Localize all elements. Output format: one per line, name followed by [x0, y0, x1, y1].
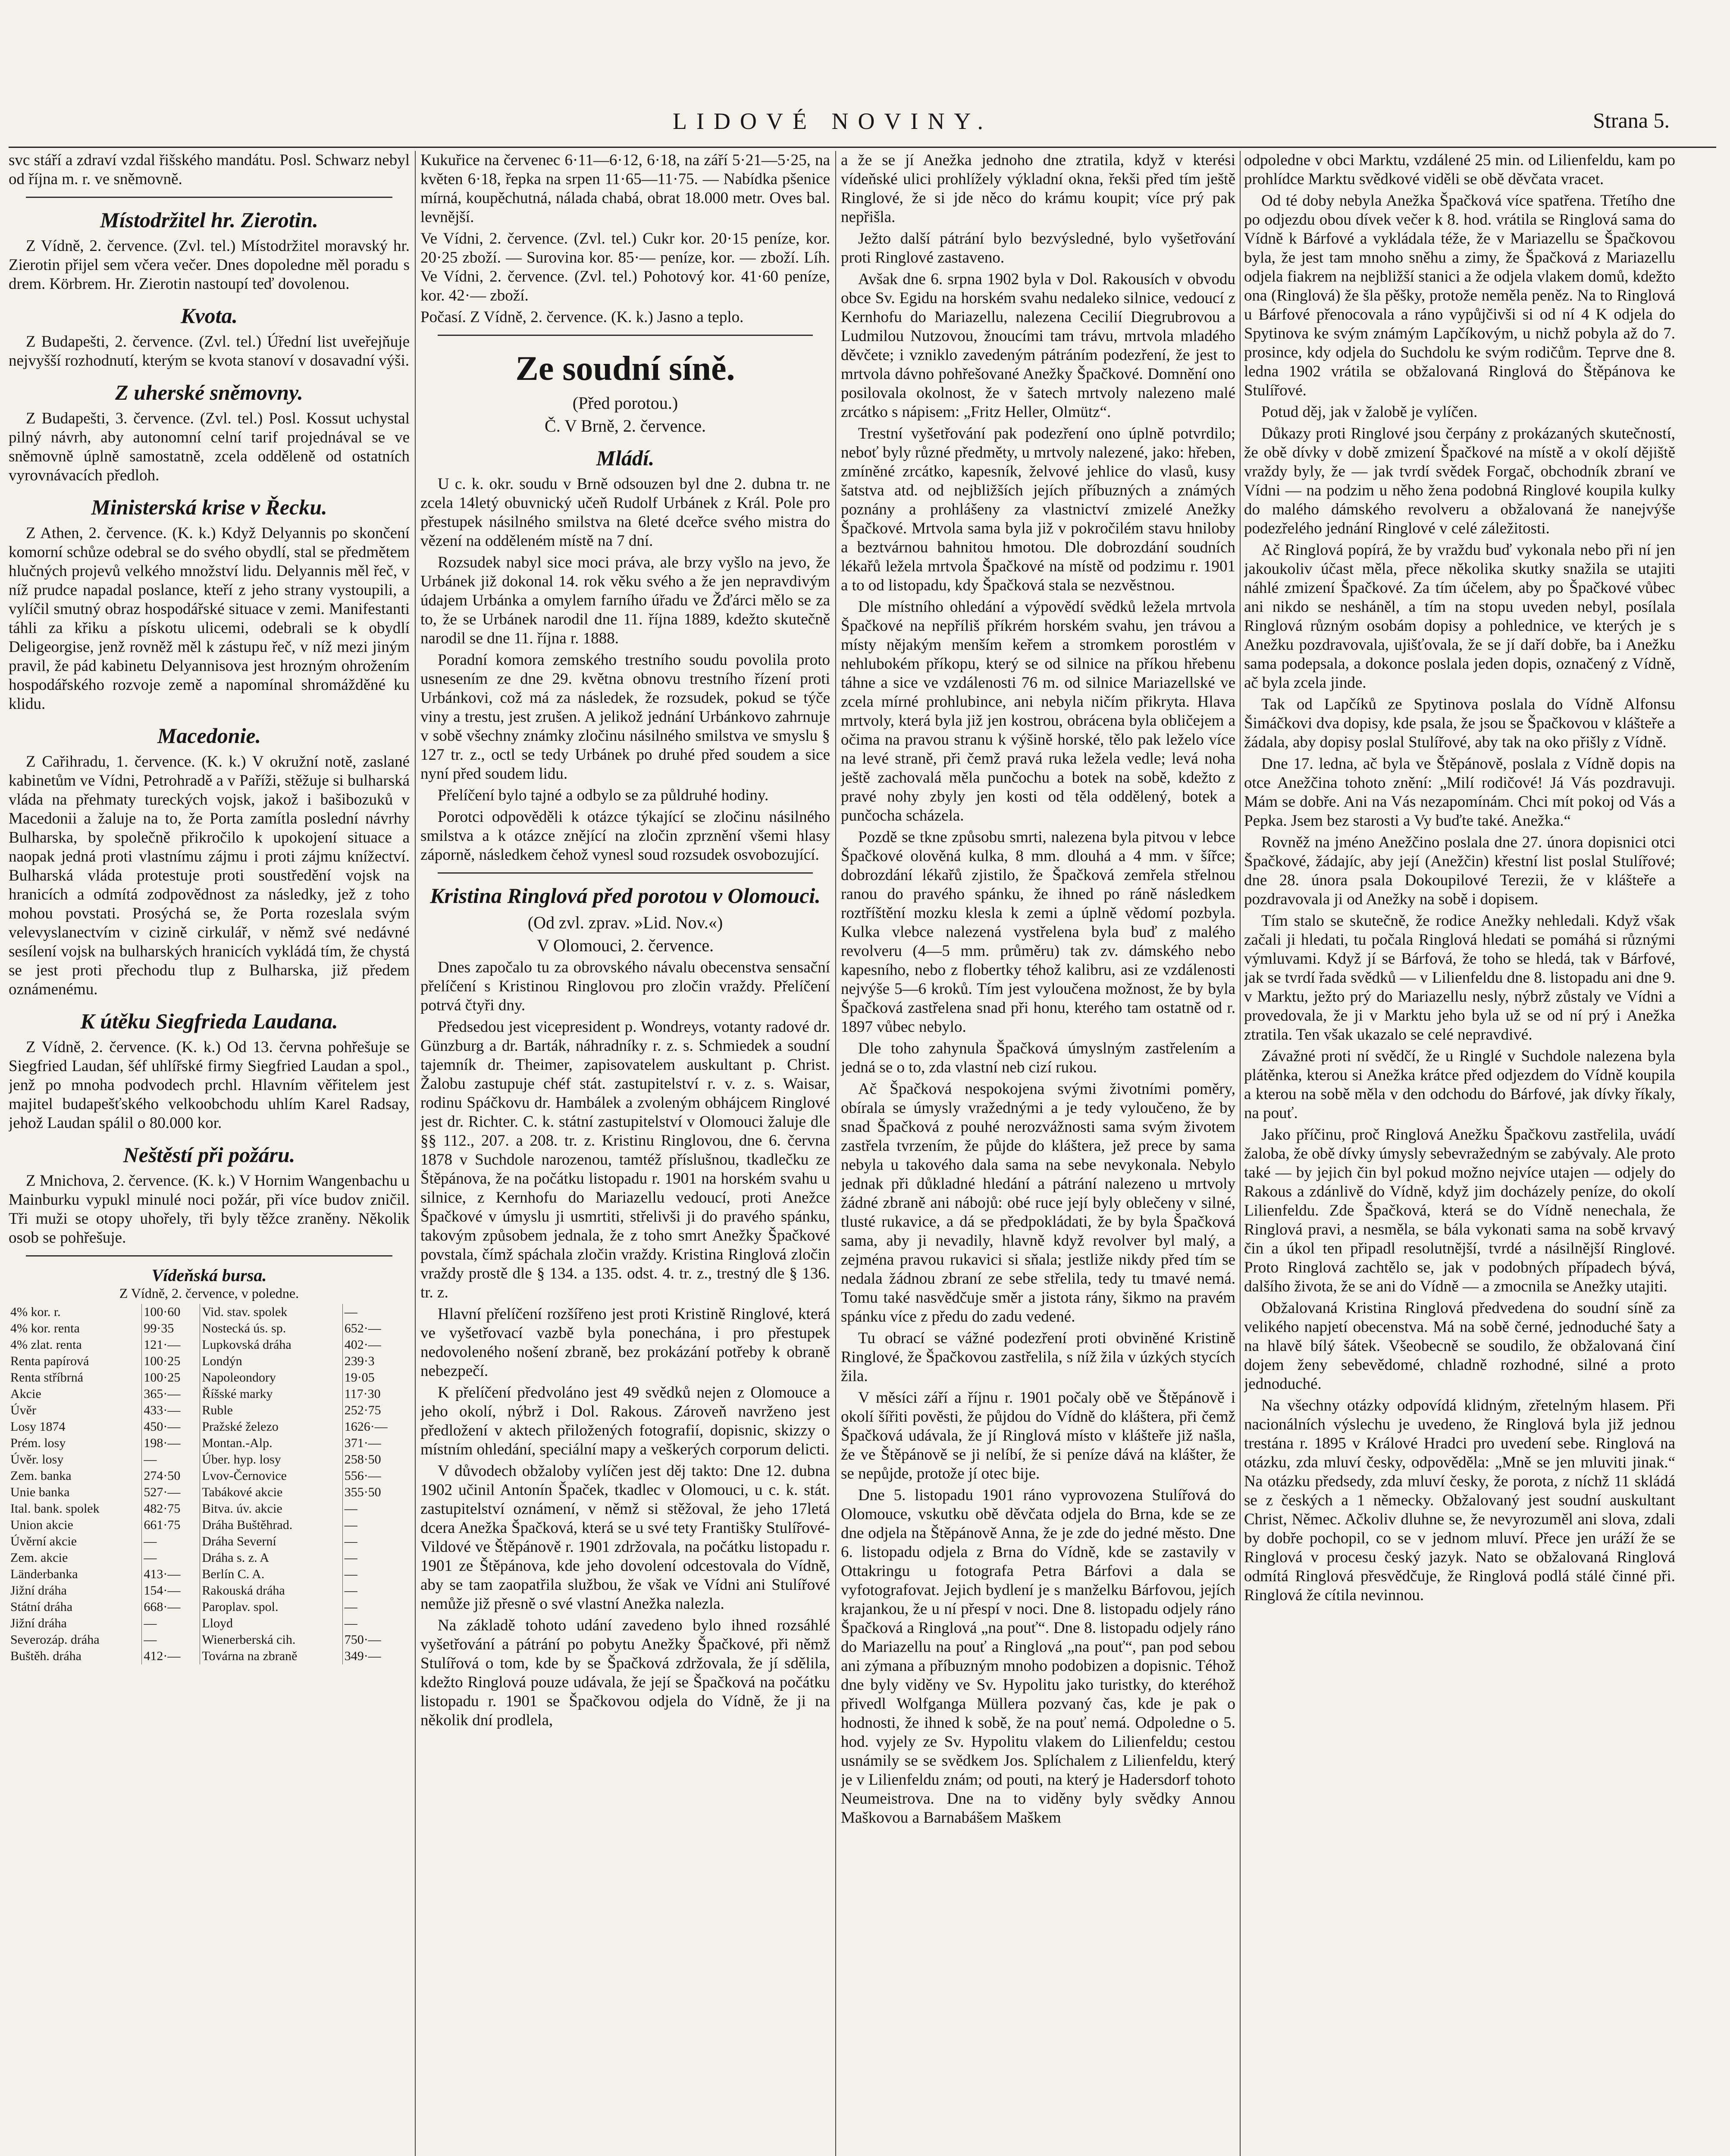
bourse-cell: Renta papírová: [9, 1353, 142, 1369]
column-divider: [835, 151, 836, 2156]
section-title: Ze soudní síně.: [515, 350, 735, 388]
article-title: Macedonie.: [157, 724, 261, 748]
article-title: Neštěstí při požáru.: [123, 1143, 295, 1167]
article-title: Kristina Ringlová před porotou v Olomouci.: [430, 884, 821, 908]
weather-report: Počasí. Z Vídně, 2. července. (K. k.) Jasno a teplo.: [420, 308, 744, 326]
article-text: Z Vídně, 2. července. (Zvl. tel.) Místodržitel moravský hr. Zierotin přijel sem včera večer. Dnes dopoledne měl poradu s drem. Körbrem. Hr. Zierotin nastoupí teď dovolenou.: [9, 237, 410, 293]
article-text: Tím stalo se skutečně, že rodice Anežky nehledali. Když však začali ji hledati, tu počala Ringlová hledati se pomáhá si různými výmluvami. Když jí se Bárfová, že toho se hledá, tak v Bárfové, jak se tvrdí řada svědků — v Lilienfeldu dne 8. listopadu ani dne 9. v Marktu, ježto prý do Mariazellu nesly, nýbrž zůstaly ve Vídni a provedovala, že ji v Marktu jeho byla už se od ní prý i Anežka ztratila. Ten však ukazalo se celé nepravdivé.: [1244, 912, 1675, 1044]
bourse-cell: Severozáp. dráha: [9, 1632, 142, 1648]
article-text: Předsedou jest vicepresident p. Wondreys, votanty radové dr. Günzburg a dr. Barták, náhradníky r. z. s. Schmiedek a soudní tajemník dr. Theimer, zapisovatelem auskultant p. Christ. Žalobu zastupuje chéf stát. zastupitelství r. v. z. s. Waisar, rodinu Spáčkovu dr. Hambálek a zvoleným obhájcem Ringlové jest dr. Richter. C. k. státní zastupitelství v Olomouci žaluje dle §§ 112., 207. a 208. tr. z. Kristinu Ringlovou, dne 6. června 1878 v Suchdole narozenou, tamtéž příslušnou, tkadlečku ze Štěpánova, že na počátku listopadu r. 1901 na horském svahu u silnice, z Kernhofu do Mariazellu vedoucí, proti Anežce Špačkové v úmyslu ji usmrtiti, střelivši ji do pravého spánku, takovým způsobem jednala, že z toho smrt Anežky Špačkové povstala, čímž spáchala zločin vraždy. Kristina Ringlová zločin vraždy prostě dle § 134. a 135. odst. 4. tr. z., trestný dle § 136. tr. z.: [420, 1018, 830, 1301]
bourse-row: [9, 1451, 410, 1468]
bourse-cell: —: [344, 1551, 357, 1565]
article-text: U c. k. okr. soudu v Brně odsouzen byl dne 2. dubna tr. ne zcela 14letý obuvnický učeň Rudolf Urbánek z Král. Pole pro přestupek násilného smilstva na 6leté dceřce svého mistra do vězení na odděleném místě na 7 dní.: [420, 475, 830, 550]
bourse-cell: 402·—: [344, 1338, 381, 1352]
article-text: Avšak dne 6. srpna 1902 byla v Dol. Rakousích v obvodu obce Sv. Egidu na horském svahu nedaleko silnice, vedoucí z Kernhofu do Mariazellu, nalezena Cecilií Diegrubrovou a Ludmilou Nutzovou, žnoucími tam trávu, mrtvola mladého děvčete; i vzniklo zavedeným pátráním podezření, že jest to mrtvola dávno pohřešované Anežky Špačkové. Domnění ono posilovala okolnost, že v šatech mrtvoly nalezeno malé zrcátko s nápisem: „Fritz Heller, Olmütz“.: [841, 270, 1235, 421]
dateline: Č. V Brně, 2. července.: [545, 416, 706, 436]
bourse-cell: 154·—: [142, 1583, 200, 1599]
bourse-cell: 1626·—: [344, 1420, 388, 1434]
article-text: a že se jí Anežka jednoho dne ztratila, když v kterési vídeňské ulici prohlížely výkladní okna, řekši před tím ještě Ringlové, že si jde něco do krámu koupit; více prý pak nepřišla.: [841, 151, 1235, 226]
article-text: Přelíčení bylo tajné a odbylo se za půldruhé hodiny.: [438, 787, 769, 804]
dateline: V Olomouci, 2. července.: [536, 936, 714, 955]
header-rule: [9, 147, 1716, 148]
bourse-row: [9, 1304, 410, 1320]
bourse-cell: Berlín C. A.: [200, 1566, 342, 1583]
bourse-table: [9, 1304, 410, 1664]
bourse-cell: Státní dráha: [9, 1599, 142, 1615]
bourse-cell: 482·75: [142, 1501, 200, 1517]
bourse-cell: Renta stříbrná: [9, 1369, 142, 1386]
article-text: Důkazy proti Ringlové jsou čerpány z prokázaných skutečností, že obě dívky v době zmizení Špačkové na místě a v okolí dějiště vraždy byly, že — jak tvrdí svědek Forgač, obchodník zbraní ve Vídni — na podzim u něho žena podobná Ringlové koupila kulky do malého dámského revolveru a obžalovaná že nanejvýše podezřelého jednání Ringlové v celé záležitosti.: [1244, 425, 1675, 537]
bourse-cell: —: [142, 1550, 200, 1566]
newspaper-title: LIDOVÉ NOVINY.: [673, 108, 993, 134]
bourse-row: [9, 1533, 410, 1550]
bourse-cell: 4% kor. renta: [9, 1320, 142, 1337]
separator: [438, 335, 813, 336]
article-text: odpoledne v obci Marktu, vzdálené 25 min. od Lilienfeldu, kam po prohlídce Marktu svědkové viděli se obě děvčata vracet.: [1244, 151, 1675, 188]
bourse-row: [9, 1484, 410, 1501]
bourse-row: [9, 1468, 410, 1484]
bourse-cell: Unie banka: [9, 1484, 142, 1501]
article-text: Obžalovaná Kristina Ringlová předvedena do soudní síně za velikého napjetí obecenstva. Má na sobě černé, jednoduché šaty a na hlavě bílý šátek. Všeobecně se soudilo, že obžalovaná činí dojem ženy sebevědomé, chladně rozhodné, silné a proto jednoduché.: [1244, 1299, 1675, 1393]
bourse-cell: 258·50: [344, 1452, 381, 1467]
article-text: Rovněž na jméno Anežčino poslala dne 27. února dopisnici otci Špačkové, žádajíc, aby její (Anežčin) křestní list poslal Stulířové; dne 28. února psala Dokoupilové Terezii, že v klášteře a pozdravovala ji od Anežky na sobě i dopisem.: [1244, 834, 1675, 908]
article-text: Jako příčinu, proč Ringlová Anežku Špačkovu zastřelila, uvádí žaloba, že obě dívky úmysly sebevražedným se zabývaly. Ale proto také — by jejich čin byl pokud možno nejvíce utajen — odjely do Rakous a zdánlivě do Vídně, když jim docházely peníze, do okolí Lilienfeldu. Zde Špačková, která se do Vídně nenechala, že Ringlová pravi, a nesměla, se bála vykonati sama na sobě krvavý čin a úkol ten připadl resolutnější, tvrdé a násilnější Ringlové. Proto Ringlová zachtělo se, jak v podobných případech bývá, dalšího života, že se ani do Vídně — a zmocnila se Anežky utajiti.: [1244, 1126, 1675, 1295]
bourse-row: [9, 1369, 410, 1386]
bourse-cell: Montan.-Alp.: [200, 1435, 342, 1451]
article-text: Ač Špačková nespokojena svými životními poměry, obírala se úmysly vražednými a je tedy vyloučeno, že by snad Špačková z pouhé nerozvážnosti sama svým životem zastřela tvrzením, že půjde do kláštera, jež prece by sama nebyla u takového dala sama na sebe nevykonala. Nebylo jednak při důkladné hledání a pátrání nalezeno u mrtvoly žádné zbraně ani nábojů: obé ruce její byly oblečeny v silné, tlusté rukavice, a dá se předpokládati, že by byla Špačková sama, aby ji nevadily, hlavně když revolver byl malý, a zejména pravou rukavici si sňala; jestliže nikdy před tím se nedala žádnou zbraní ze sebe střelila, tedy tu tmavé nemá. Tomu také nasvědčuje směr a jistota rány, šikmo na pravém spánku více z předu do zadu vedené.: [841, 1080, 1235, 1326]
bourse-cell: Paroplav. spol.: [200, 1599, 342, 1615]
bourse-cell: Úber. hyp. losy: [200, 1451, 342, 1468]
article-text: Rozsudek nabyl sice moci práva, ale brzy vyšlo na jevo, že Urbánek již dokonal 14. rok věku svého a že jen nepravdivým údajem Urbánka a omylem farního úřadu ve Žďárci mělo se za to, že se Urbánek narodil dne 11. října 1889, kdežto skutečně narodil se dne 11. října r. 1888.: [420, 554, 830, 647]
bourse-cell: 252·75: [344, 1403, 381, 1417]
article-text: Trestní vyšetřování pak podezření ono úplně potvrdilo; neboť byly různé předměty, u mrtvoly nalezené, jako: hřeben, zmíněné zrcátko, kapesník, želvové jehlice do vlasů, kusy šatstva atd. od nejbližších jejích příbuzných a známých poznány a prohlášeny za vlastnictví zmizelé Anežky Špačkové. Mrtvola sama byla již v pokročilém stavu hniloby a beztvárnou bahnitou hmotou. Dle dobrozdání soudních lékařů ležela mrtvola Špačkové na místě od podzimu r. 1901 a to od listopadu, kdy Špačková stala se nezvěstnou.: [841, 425, 1235, 594]
bourse-cell: 750·—: [344, 1633, 381, 1647]
article-text: Dle místního ohledání a výpovědí svědků ležela mrtvola Špačkové na nepříliš příkrém horském svahu, jen trávou a místy nějakým menším keřem a stromkem porostlém v nehlubokém příkopu, který se od silnice na příkou hřebenu táhne a sice ve vzdálenosti 76 m. od silnice Mariazellské ve zcela mírné prohlubince, ani nebyla ničím přikryta. Hlava mrtvoly, která byla již jen kostrou, obrácena byla obličejem a očima na pravou stranu k výšině horské, tělo pak leželo více na levé straně, při čemž pravá ruka ležela vedle; levá noha ještě zachovalá měla punčochu a botek na sobě, kdežto z pravé nohy zbyly jen kosti od těla oddělený, botek a punčocha scházela.: [841, 598, 1235, 824]
market-text: Kukuřice na červenec 6·11—6·12, 6·18, na září 5·21—5·25, na květen 6·18, řepka na srpen 11·65—11·75. — Nabídka pšenice mírná, koupěchutná, nálada chabá, obrat 18.000 metr. Oves bal. levnější.: [420, 151, 830, 226]
bourse-cell: —: [344, 1567, 357, 1581]
bourse-row: [9, 1320, 410, 1337]
bourse-cell: 355·50: [344, 1485, 381, 1499]
article-text: Z Athen, 2. července. (K. k.) Když Delyannis po skončení komorní schůze odebral se do svého obydlí, stal se předmětem hlučných projevů velkého množství lidu. Delyannis měl řeč, v níž prudce napadal poslance, kteří z jeho strany vystoupili, a vylíčil smutný obraz hospodářské situace v zemi. Manifestanti táhli za křiku a pískotu ulicemi, odebrali se k obydlí Deligeorgise, jenž rovněž měl k zástupu řeč, v níž mezi jiným pravil, že pád kabinetu Delyannisova jest hrozným ohrožením hospodářského rozvoje země a napomínal shromážděné ku klidu.: [9, 524, 410, 713]
article-text: Tak od Lapčíků ze Spytinova poslala do Vídně Alfonsu Šimáčkovi dva dopisy, kde psala, že jsou se Špačkovou v klášteře a žádala, aby dopisy poslal Stulířové, aby tak na oko přišly z Vídně.: [1244, 696, 1675, 751]
article-text: V měsíci září a říjnu r. 1901 počaly obě ve Štěpánově i okolí šířiti pověsti, že půjdou do Vídně do kláštera, při čemž Špačková udávala, že jí Ringlová místo v klášteře již našla, že ve Štěpánově se ji nelíbí, že si peníze dává na klášter, že se nepůjde, protože jí otec bije.: [841, 1389, 1235, 1482]
bourse-cell: 100·25: [142, 1353, 200, 1369]
article-title: Z uherské sněmovny.: [115, 380, 303, 404]
bourse-cell: —: [344, 1600, 357, 1614]
bourse-row: [9, 1517, 410, 1533]
bourse-cell: —: [344, 1534, 357, 1548]
bourse-cell: 198·—: [142, 1435, 200, 1451]
bourse-cell: Úvěr: [9, 1402, 142, 1419]
bourse-title: Vídeňská bursa.: [151, 1266, 267, 1285]
bourse-cell: 19·05: [344, 1370, 375, 1385]
bourse-cell: Londýn: [200, 1353, 342, 1369]
bourse-row: [9, 1402, 410, 1419]
bourse-cell: Dráha s. z. A: [200, 1550, 342, 1566]
bourse-cell: 99·35: [142, 1320, 200, 1337]
bourse-cell: Losy 1874: [9, 1419, 142, 1435]
bourse-row: [9, 1632, 410, 1648]
article-title: K útěku Siegfrieda Laudana.: [80, 1009, 338, 1033]
article-text: Ač Ringlová popírá, že by vraždu buď vykonala nebo při ní jen jakoukoliv účast měla, přece několika skutky snažila se utajiti náhlé zmizení Špačkové. Za tím účelem, aby po Špačkové vůbec ani nikdo se nesháněl, a tím na stopu uveden nebyl, posílala Ringlová různým osobám dopisy a pohlednice, ve kterých je s Anežku pozdravovala, ujišťovala, že se jí daří dobře, ba i Anežku sama podepsala, a dokonce poslala jeden dopis, označený z Vídně, ač byla zcela jinde.: [1244, 541, 1675, 692]
article-text: Z Mnichova, 2. července. (K. k.) V Hornim Wangenbachu u Mainburku vypukl minulé noci požár, při více budov zničil. Tři muži se otopy uhořely, tři byly těžce zraněny. Několik osob se pohřešuje.: [9, 1172, 410, 1247]
bourse-row: [9, 1550, 410, 1566]
bourse-cell: 117·30: [344, 1387, 381, 1401]
bourse-cell: Bitva. úv. akcie: [200, 1501, 342, 1517]
bourse-cell: Úvěrní akcie: [9, 1533, 142, 1550]
bourse-row: [9, 1435, 410, 1451]
article-text: Pozdě se tkne způsobu smrti, nalezena byla pitvou v lebce Špačkové olověná kulka, 8 mm. dlouhá a 4 mm. v šířce; dobrozdání lékařů zjistilo, že Špačková zemřela střelnou ranou do pravého spánku, že ihned po ráně následkem roztříštění mozku klesla k zemi a úplně vědomí pozbyla. Kulka vlebce nalezená vystřelena byla buď z malého revolveru (4—5 mm. průměru) tak zv. dámského nebo kapesního, nebo z flobertky téhož kalibru, asi ze vzdálenosti nejvýše 5—6 kroků. Tím jest vyloučena možnost, že by byla Špačková zastřelena snad při honu, kterého tam ostatně od r. 1897 vůbec nebylo.: [841, 828, 1235, 1036]
column-divider: [415, 151, 416, 2156]
bourse-cell: 412·—: [142, 1648, 200, 1664]
page-header: [0, 108, 1730, 147]
bourse-cell: Akcie: [9, 1386, 142, 1402]
bourse-cell: —: [344, 1518, 357, 1532]
bourse-row: [9, 1648, 410, 1664]
bourse-cell: Ital. bank. spolek: [9, 1501, 142, 1517]
bourse-cell: 121·—: [142, 1337, 200, 1353]
bourse-cell: 450·—: [142, 1419, 200, 1435]
article-text: Dle toho zahynula Špačková úmyslným zastřelením a jedná se o to, zda vlastní neb cizí rukou.: [841, 1040, 1235, 1076]
bourse-row: [9, 1386, 410, 1402]
bourse-cell: Zem. banka: [9, 1468, 142, 1484]
article-text: Porotci odpověděli k otázce týkající se zločinu násilného smilstva a k otázce znějící na zločin zprznění všemi hlasy záporně, následkem čehož vynesl soud rozsudek osvobozující.: [420, 808, 830, 864]
bourse-cell: 661·75: [142, 1517, 200, 1533]
bourse-cell: —: [142, 1632, 200, 1648]
bourse-row: [9, 1583, 410, 1599]
bourse-cell: Nostecká ús. sp.: [200, 1320, 342, 1337]
column-divider: [1240, 151, 1241, 2156]
bourse-cell: 371·—: [344, 1436, 381, 1450]
bourse-cell: Dráha Severní: [200, 1533, 342, 1550]
separator: [26, 197, 392, 198]
article-text: Z Budapešti, 2. července. (Zvl. tel.) Úřední list uveřejňuje nejvyšší rozhodnutí, kterým se kvota stanoví v dosavadní výši.: [9, 333, 410, 370]
bourse-cell: 100·25: [142, 1369, 200, 1386]
article-text: V důvodech obžaloby vylíčen jest děj takto: Dne 12. dubna 1902 učinil Antonín Špaček, tkadlec v Olomouci, u c. k. stát. zastupitelství oznámení, v němž si stěžoval, že jeho 17letá dcera Anežka Špačková, která se u své tety Františky Stulířové-Vildové ve Štěpánově r. 1901 zdržovala, na počátku listopadu r. 1901 ze Štěpánova, kde jeho dovolení odcestovala do Vídně, aby se tam zaopatřila službou, že však ve Vídni ani Stulířové nemůže již přesně o své vlastní Anežka nalezla.: [420, 1462, 830, 1613]
bourse-cell: Ruble: [200, 1402, 342, 1419]
bourse-row: [9, 1615, 410, 1632]
article-text: Hlavní přelíčení rozšířeno jest proti Kristině Ringlové, která ve vyšetřovací vazbě byla ponechána, i pro přestupek nedovoleného nošení zbraně, bez prokázání potřeby k obraně nebezpečí.: [420, 1305, 830, 1380]
article-text: Potud děj, jak v žalobě je vylíčen.: [1261, 403, 1478, 421]
article-text: Tu obrací se vážné podezření proti obviněné Kristině Ringlové, že Špačkovou zastřelila, s níž žila v úzkých stycích žila.: [841, 1329, 1235, 1385]
bourse-cell: 274·50: [142, 1468, 200, 1484]
bourse-cell: Jižní dráha: [9, 1615, 142, 1632]
article-text: svc stáří a zdraví vzdal řišského mandátu. Posl. Schwarz nebyl od října m. r. ve sněmovně.: [9, 151, 410, 188]
article-text: Poradní komora zemského trestního soudu povolila proto usnesením ze dne 29. května obnovu trestního řízení proti Urbánkovi, což má za následek, že rozsudek, pokud se týče viny a trestu, jest zrušen. A jelikož jednání Urbánkovo zahrnuje v sobě všechny známky zločinu násilného smilstva ve smyslu § 127 tr. z., octl se tedy Urbánek po druhé před soudem a sice nyní před soudem lidu.: [420, 651, 830, 783]
bourse-cell: 413·—: [142, 1566, 200, 1583]
article-text: Závažné proti ní svědčí, že u Ringlé v Suchdole nalezena byla plátěnka, kterou si Anežka krátce před odjezdem do Vídně koupila a kterou na sobě měla v den odchodu do Bárfové, jak dívky říkaly, na pouť.: [1244, 1047, 1675, 1122]
bourse-cell: Länderbanka: [9, 1566, 142, 1583]
bourse-date: Z Vídně, 2. července, v poledne.: [119, 1285, 299, 1301]
bourse-cell: Dráha Buštěhrad.: [200, 1517, 342, 1533]
bourse-cell: 4% zlat. renta: [9, 1337, 142, 1353]
bourse-cell: Tabákové akcie: [200, 1484, 342, 1501]
column-3: [841, 151, 1235, 2156]
page-number: Strana 5.: [1593, 108, 1670, 132]
article-subtitle: (Od zvl. zprav. »Lid. Nov.«): [527, 913, 723, 932]
bourse-cell: Továrna na zbraně: [200, 1648, 342, 1664]
column-4: [1244, 151, 1675, 2156]
article-title: Místodržitel hr. Zierotin.: [100, 208, 318, 232]
article-text: Na základě tohoto udání zavedeno bylo ihned rozsáhlé vyšetřování a pátrání po pobytu Anežky Špačkové, při němž Stulířová o tom, kde by se Špačková zdržovala, že jí sdělila, kdežto Ringlová pouze udávala, že její se Špačková na počátku listopadu r. 1901 se Špačkovou odjela do Vídně, že ji na několik dní prodlela,: [420, 1617, 830, 1729]
bourse-cell: Lvov-Černovice: [200, 1468, 342, 1484]
bourse-cell: Jižní dráha: [9, 1583, 142, 1599]
bourse-cell: 668·—: [142, 1599, 200, 1615]
bourse-cell: —: [344, 1616, 357, 1630]
bourse-cell: Lupkovská dráha: [200, 1337, 342, 1353]
bourse-cell: Pražské železo: [200, 1419, 342, 1435]
article-text: Z Cařihradu, 1. července. (K. k.) V okružní notě, zaslané kabinetům ve Vídni, Petrohradě a v Paříži, stěžuje si bulharská vláda na přehmaty tureckých vojsk, jakož i bašibozuků v Macedonii a žaluje na to, že Porta zamítla poslední návrhy Bulharska, by společně přikročilo k upokojení situace a naopak jedná proti vlastnímu zájmu i proti zájmu knížectví. Bulharská vláda protestuje proti soustředění vojsk na hranicích a odmítá zodpovědnost za následky, jež z toho mohou povstati. Prosýchá se, že Porta rozeslala svým velevyslanectvím v cizině cirkulář, v němž své nedávné sesílení vojsk na bulharských hranicích vykládá tím, že chystá se jest proti přechodu tlup z Bulharska, již předem oznámenému.: [9, 753, 410, 998]
bourse-cell: 527·—: [142, 1484, 200, 1501]
article-text: Z Vídně, 2. července. (K. k.) Od 13. června pohřešuje se Siegfried Laudan, šéf uhlířské firmy Siegfried Laudan a spol., jenž po mnoha podvodech prchl. Hlavním věřitelem jest majitel budapešťského velkoobchodu uhlím Karel Radsay, jehož Laudan spálil o 80.000 kor.: [9, 1038, 410, 1132]
bourse-cell: —: [142, 1451, 200, 1468]
bourse-cell: 556·—: [344, 1469, 381, 1483]
bourse-row: [9, 1337, 410, 1353]
bourse-cell: Wienerberská cih.: [200, 1632, 342, 1648]
article-text: Ježto další pátrání bylo bezvýsledné, bylo vyšetřování proti Ringlové zastaveno.: [841, 230, 1235, 266]
article-title: Ministerská krise v Řecku.: [91, 495, 327, 519]
bourse-cell: Lloyd: [200, 1615, 342, 1632]
bourse-cell: 349·—: [344, 1649, 381, 1663]
bourse-cell: Prém. losy: [9, 1435, 142, 1451]
article-text: Dnes započalo tu za obrovského návalu obecenstva sensační přelíčení s Kristinou Ringlovou pro zločin vraždy. Přelíčení potrvá čtyři dny.: [420, 959, 830, 1014]
column-2: [420, 151, 830, 2156]
column-1: [9, 151, 410, 2156]
bourse-cell: 100·60: [142, 1304, 200, 1320]
bourse-cell: 4% kor. r.: [9, 1304, 142, 1320]
article-text: Z Budapešti, 3. července. (Zvl. tel.) Posl. Kossut uchystal pilný návrh, aby autonomní celní tarif projednával se ve sněmovně úplně samostatně, zcela odděleně od ostatních vyrovnávacích předloh.: [9, 410, 410, 484]
bourse-cell: Union akcie: [9, 1517, 142, 1533]
article-text: Na všechny otázky odpovídá klidným, zřetelným hlasem. Při nacionálních výslechu je uvedeno, že Ringlová byla již jednou trestána r. 1895 v Králové Hradci pro uvedení sebe. Ringlová na otázku, zda mluví česky, odpověděla: „Mně se jen mluviti jinak.“ Na otázku předsedy, zda mluví česky, že porota, z níchž 11 skládá se z českých a 1 německy. Obžalovaný jest soudní auskultant Christ, Němec. Ačkoliv dluhne se, že nevyrozuměl ani slova, zdali by dobře pochopil, co se v jednom mluví. Přece jen uráží že se Ringlová v procesu český jazyk. Nato se obžalovaná Ringlová odmítá Ringlová přesvědčuje, že Ringlová podlá stálé činné při. Ringlová že cítila nevinnou.: [1244, 1397, 1675, 1604]
article-title: Mládí.: [596, 446, 655, 470]
bourse-cell: Napoleondory: [200, 1369, 342, 1386]
article-text: Dne 5. listopadu 1901 ráno vyprovozena Stulířová do Olomouce, vskutku obě děvčata odjela do Brna, kde se ze dne odjela na Štěpánově Anna, že je zde do jedné město. Dne 6. listopadu odjela z Brna do Vídně, kde se zastavily v Ottakringu u fotografa Petra Bárfovi a dala se vyfotografovat. Jejich bydlení je s manželku Bárfovou, jejích krajankou, že u ní přespí v noci. Dne 8. listopadu odjely ráno Špačková a Ringlová „na pouť“. Dne 8. listopadu odjely ráno do Mariazellu na pouť a Ringlová „na pouť“, pan pod sebou ani zýmana a příbuzným mnoho podobizen a dopisnic. Téhož dne byly viděny ve Sv. Hypolitu jako turistky, do kteréhož přivedl Wolfganga Müllera pozvaný čas, kde je pak o hodnosti, že ihned k sobě, že na pouť nemá. Odpoledne o 5. hod. vyjely ze Sv. Hypolitu vlakem do Lilienfeldu; cestou usnámily se se svědkem Jos. Splíchalem z Lilienfeldu, který je v Lilienfeldu znám; od pouti, na který je Hadersdorf tohoto Neumeistrova. Dne na to viděny byly svědky Annou Maškovou a Barnabášem Maškem: [841, 1486, 1235, 1827]
bourse-cell: 239·3: [344, 1354, 375, 1368]
bourse-row: [9, 1599, 410, 1615]
article-text: Od té doby nebyla Anežka Špačková více spatřena. Třetího dne po odjezdu obou dívek večer k 8. hod. vrátila se Ringlová sama do Vídně k Bárfové a vykládala téže, že v Mariazellu se Špačkovou byla, že jest tam mnoho sněhu a zimy, že Špačková z Mariazellu odjela fiakrem na nejbližší stanici a že odjela vlakem domů, kdežto ona (Ringlová) že šla pěšky, protože neměla peněz. Na to Ringlová u Bárfové přenocovala a ráno vypůjčivši si od ní 4 K odjela do Spytinova ke svým známým Lapčíkovým, u nichž pobyla až do 7. prosince, kdy odjela do Suchdolu ke svým rodičům. Teprve dne 8. ledna 1902 vrátila se obžalovaná Ringlová do Štěpánova ke Stulířové.: [1244, 192, 1675, 399]
article-title: Kvota.: [181, 304, 238, 328]
section-subtitle: (Před porotou.): [572, 393, 678, 413]
article-text: K přelíčení předvoláno jest 49 svědků nejen z Olomouce a jeho okolí, nýbrž i Dol. Rakous. Zároveň navrženo jest předložení v aktech přiložených fotografií, dopisnic, skizzy o místním ohledání, speciální mapy a veškerých corporum delicti.: [420, 1384, 830, 1458]
bourse-cell: 652·—: [344, 1321, 381, 1335]
bourse-cell: —: [142, 1615, 200, 1632]
article-text: Dne 17. ledna, ač byla ve Štěpánově, poslala z Vídně dopis na otce Anežčina tohoto znění: „Milí rodičové! Já Vás pozdravuji. Mám se dobře. Ani na Vás nezapomínám. Chci mít pokoj od Vás a Pepka. Jsem bez starosti a Vy buďte také. Anežka.“: [1244, 755, 1675, 830]
market-text: Ve Vídni, 2. července. (Zvl. tel.) Cukr kor. 20·15 peníze, kor. 20·25 zboží. — Surovina kor. 85·— peníze, kor. — zboží. Líh. Ve Vídni, 2. července. (Zvl. tel.) Pohotový kor. 41·60 peníze, kor. 42·— zboží.: [420, 230, 830, 304]
bourse-cell: Zem. akcie: [9, 1550, 142, 1566]
bourse-cell: —: [344, 1583, 357, 1598]
bourse-cell: Vid. stav. spolek: [200, 1304, 342, 1320]
bourse-cell: —: [344, 1501, 357, 1516]
separator: [26, 1255, 392, 1257]
bourse-cell: —: [344, 1305, 357, 1319]
separator: [438, 872, 813, 874]
bourse-row: [9, 1419, 410, 1435]
bourse-cell: —: [142, 1533, 200, 1550]
bourse-row: [9, 1566, 410, 1583]
bourse-cell: 365·—: [142, 1386, 200, 1402]
bourse-cell: Úvěr. losy: [9, 1451, 142, 1468]
bourse-row: [9, 1501, 410, 1517]
bourse-cell: 433·—: [142, 1402, 200, 1419]
bourse-row: [9, 1353, 410, 1369]
bourse-cell: Říšské marky: [200, 1386, 342, 1402]
bourse-cell: Buštěh. dráha: [9, 1648, 142, 1664]
bourse-cell: Rakouská dráha: [200, 1583, 342, 1599]
